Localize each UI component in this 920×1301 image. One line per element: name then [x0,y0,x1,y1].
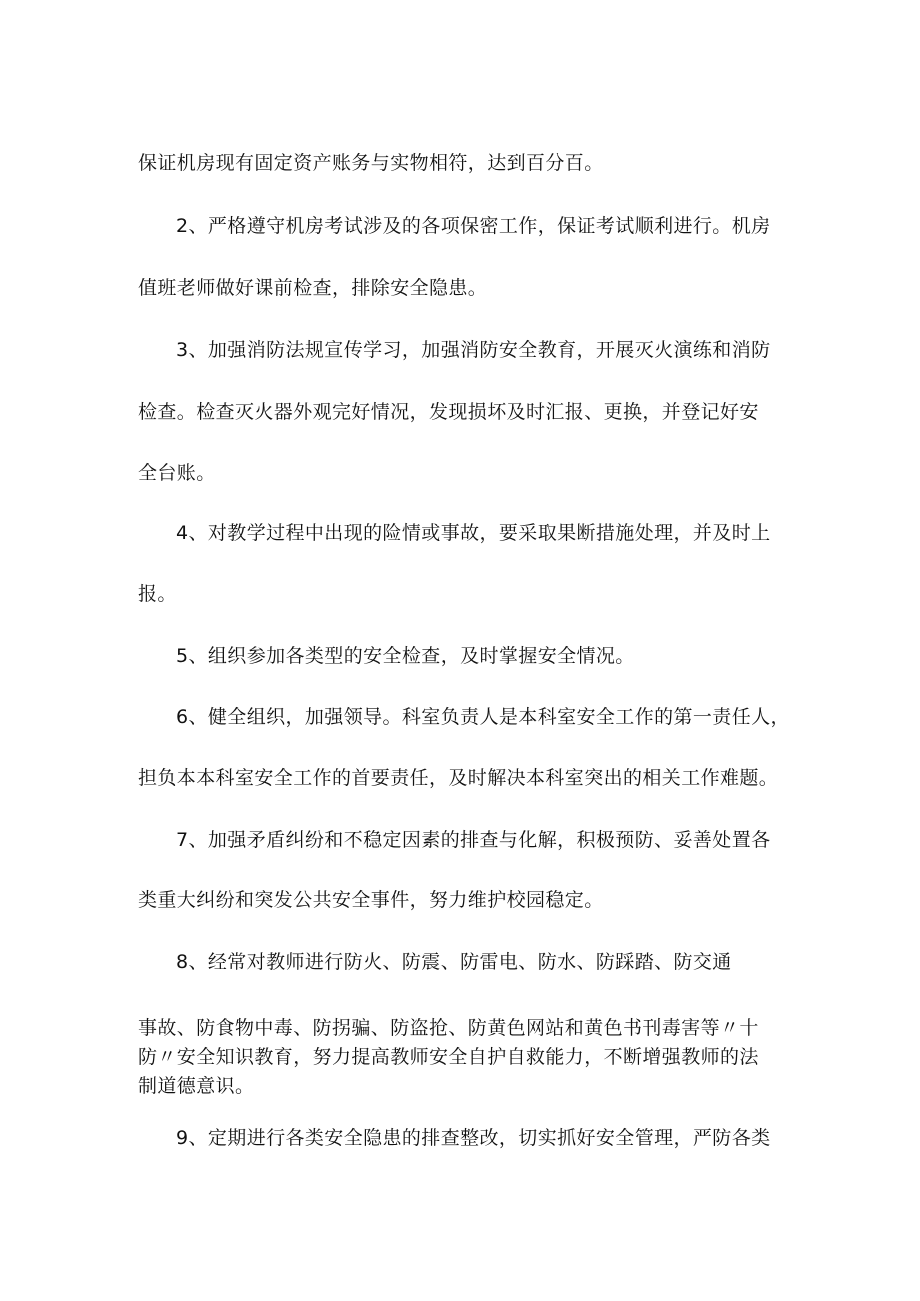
text-line: 9、定期进行各类安全隐患的排查整改，切实抓好安全管理，严防各类 [176,1127,771,1149]
text-line: 防〃安全知识教育，努力提高教师安全自护自救能力，不断增强教师的法 [138,1046,759,1068]
text-line: 4、对教学过程中出现的险情或事故，要采取果断措施处理，并及时上 [176,522,771,544]
text-line: 全台账。 [138,462,216,484]
text-line: 5、组织参加各类型的安全检查，及时掌握安全情况。 [176,645,635,667]
text-line: 担负本本科室安全工作的首要责任，及时解决本科室突出的相关工作难题。 [138,767,779,789]
text-line: 8、经常对教师进行防火、防震、防雷电、防水、防踩踏、防交通 [176,951,732,973]
text-line: 值班老师做好课前检查，排除安全隐患。 [138,277,488,299]
text-line: 3、加强消防法规宣传学习，加强消防安全教育，开展灭火演练和消防 [176,339,771,361]
text-line: 报。 [138,583,177,605]
text-line: 保证机房现有固定资产账务与实物相符，达到百分百。 [138,152,604,174]
text-line: 类重大纠纷和突发公共安全事件，努力维护校园稳定。 [138,889,604,911]
text-line: 6、健全组织，加强领导。科室负责人是本科室安全工作的第一责任人， [176,706,790,728]
text-line: 制道德意识。 [138,1075,255,1097]
text-line: 2、严格遵守机房考试涉及的各项保密工作，保证考试顺利进行。机房 [176,215,771,237]
text-line: 事故、防食物中毒、防拐骗、防盗抢、防黄色网站和黄色书刊毒害等〃十 [138,1017,759,1039]
text-line: 检查。检查灭火器外观完好情况，发现损坏及时汇报、更换，并登记好安 [138,401,759,423]
text-line: 7、加强矛盾纠纷和不稳定因素的排查与化解，积极预防、妥善处置各 [176,829,771,851]
